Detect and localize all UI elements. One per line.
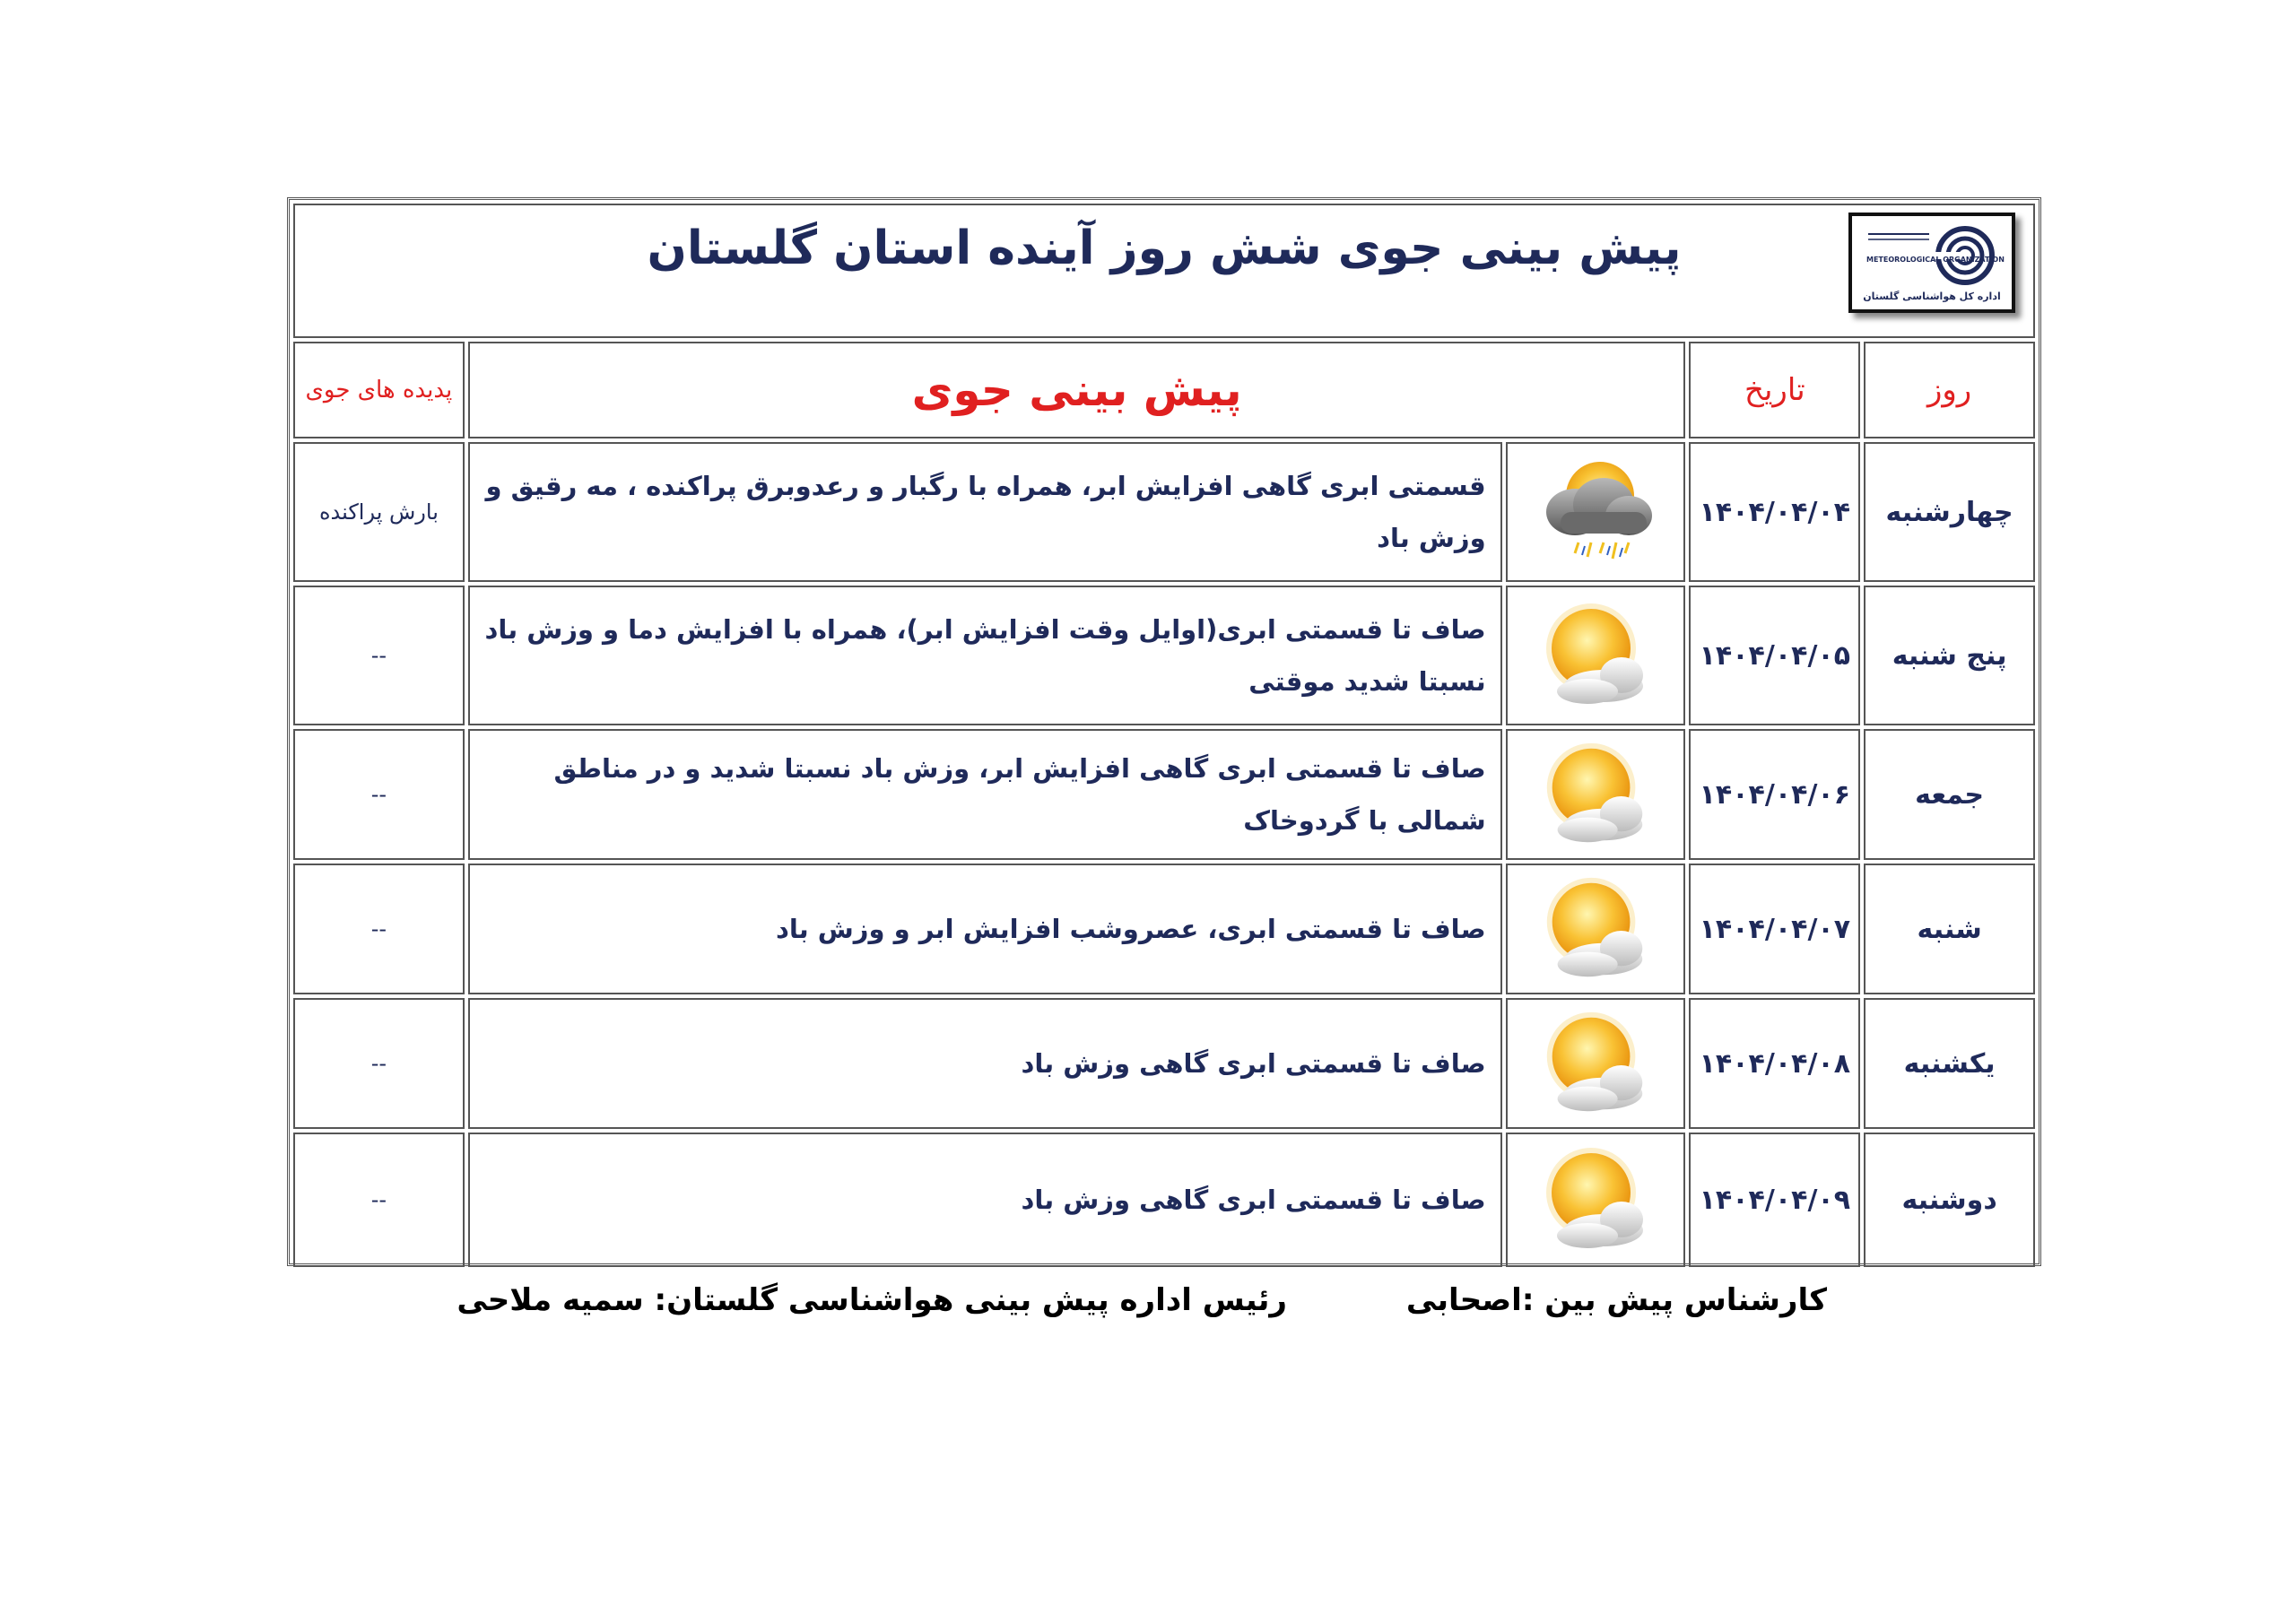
forecast-row [293,442,2035,582]
forecast-row [293,1133,2035,1267]
date-cell: ۱۴۰۴/۰۴/۰۷ [1689,864,1860,994]
day-cell: یکشنبه [1864,998,2035,1129]
forecast-text: صاف تا قسمتی ابری(اوایل وقت افزایش ابر)، همراه با افزایش دما و وزش باد نسبتا شدید موقتی [468,586,1502,725]
phenomena-cell: -- [293,1133,465,1267]
phenomena-cell: -- [293,864,465,994]
logo-org-name: اداره کل هواشناسی گلستان [1863,291,2001,302]
weather-icon-cell [1506,998,1686,1129]
weather-icon-cell [1506,1133,1686,1267]
date-cell: ۱۴۰۴/۰۴/۰۹ [1689,1133,1860,1267]
footer [0,1282,2296,1336]
sun-cloud-icon [1528,867,1663,991]
phenomena-cell: -- [293,729,465,860]
sun-cloud-icon [1528,1137,1663,1263]
weather-icon-cell [1506,586,1686,725]
forecast-row [293,729,2035,860]
header-day: روز [1864,342,2035,438]
header-date: تاریخ [1689,342,1860,438]
weather-icon-cell [1506,442,1686,582]
title-row [293,204,2035,338]
date-cell: ۱۴۰۴/۰۴/۰۶ [1689,729,1860,860]
sun-cloud-icon [1528,593,1663,718]
logo-english-name: METEOROLOGICAL ORGANIZATION [1866,256,2005,264]
forecast-table [290,200,2039,1271]
day-cell: پنج شنبه [1864,586,2035,725]
page-title: پیش بینی جوی شش روز آینده استان گلستان [647,221,1682,275]
forecast-row [293,586,2035,725]
day-cell: چهارشنبه [1864,442,2035,582]
forecast-sheet [287,197,2041,1266]
forecast-text: صاف تا قسمتی ابری گاهی وزش باد [468,1133,1502,1267]
header-forecast: پیش بینی جوی [468,342,1686,438]
sun-cloud-icon [1528,1002,1663,1125]
phenomena-cell: بارش پراکنده [293,442,465,582]
forecast-text: صاف تا قسمتی ابری، عصروشب افزایش ابر و وزش باد [468,864,1502,994]
header-phenomena: پدیده های جوی [293,342,465,438]
forecast-expert: کارشناس پیش بین :اصحابی [1405,1282,1827,1318]
rain-cloud-icon [1528,449,1663,575]
phenomena-cell: -- [293,998,465,1129]
weather-icon-cell [1506,864,1686,994]
forecast-text: صاف تا قسمتی ابری گاهی وزش باد [468,998,1502,1129]
forecast-text: قسمتی ابری گاهی افزایش ابر، همراه با رگبار و رعدوبرق پراکنده ، مه رقیق و وزش باد [468,442,1502,582]
date-cell: ۱۴۰۴/۰۴/۰۸ [1689,998,1860,1129]
phenomena-cell: -- [293,586,465,725]
forecast-department-head: رئیس اداره پیش بینی هواشناسی گلستان: سمیه ملاحی [457,1282,1287,1318]
date-cell: ۱۴۰۴/۰۴/۰۵ [1689,586,1860,725]
day-cell: دوشنبه [1864,1133,2035,1267]
sun-cloud-icon [1528,733,1663,856]
forecast-text: صاف تا قسمتی ابری گاهی افزایش ابر، وزش باد نسبتا شدید و در مناطق شمالی با گردوخاک [468,729,1502,860]
weather-icon-cell [1506,729,1686,860]
forecast-row [293,864,2035,994]
date-cell: ۱۴۰۴/۰۴/۰۴ [1689,442,1860,582]
forecast-row [293,998,2035,1129]
day-cell: شنبه [1864,864,2035,994]
day-cell: جمعه [1864,729,2035,860]
